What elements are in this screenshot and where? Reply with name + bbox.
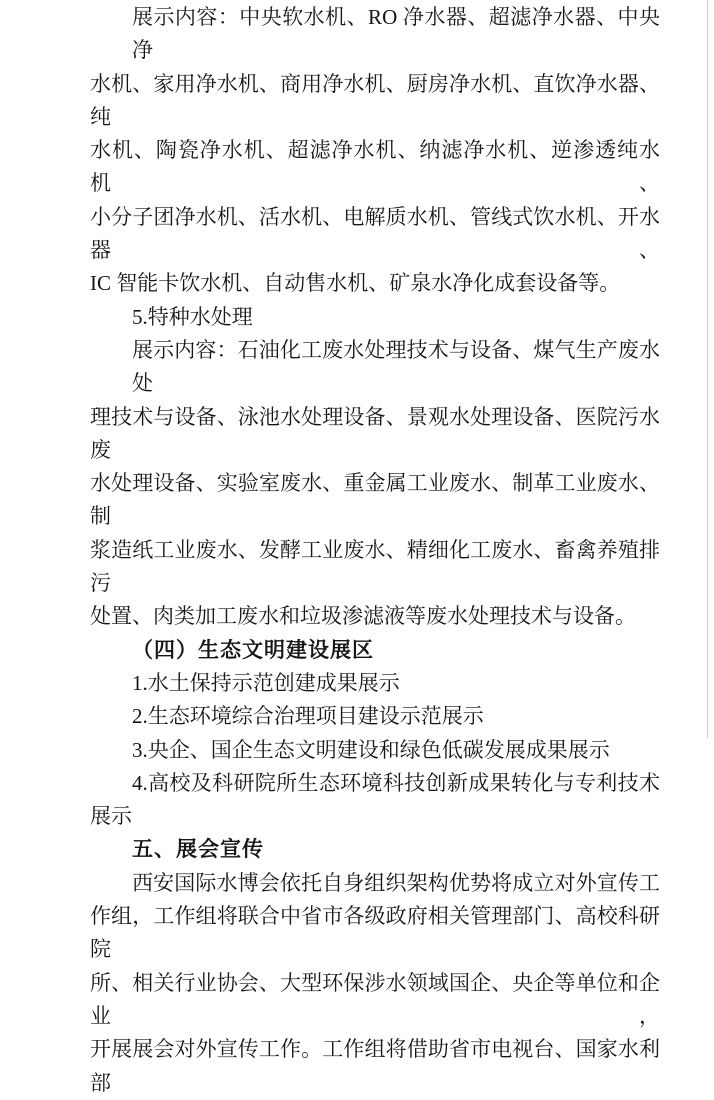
special-water-exhibit-content bbox=[90, 334, 660, 634]
eco-item-2 bbox=[90, 700, 660, 733]
text-line: 处置、肉类加工废水和垃圾渗滤液等废水处理技术与设备。 bbox=[90, 604, 636, 629]
item-5-special-water-treatment bbox=[90, 301, 660, 334]
eco-item-3 bbox=[90, 734, 660, 767]
text-line: 展示 bbox=[90, 804, 132, 829]
text-line: 浆造纸工业废水、发酵工业废水、精细化工废水、畜禽养殖排污 bbox=[90, 537, 660, 596]
text-line: 2.生态环境综合治理项目建设示范展示 bbox=[132, 704, 484, 729]
text-line: 水处理设备、实验室废水、重金属工业废水、制革工业废水、制 bbox=[90, 471, 660, 529]
text-line: 水机、家用净水机、商用净水机、厨房净水机、直饮净水器、纯 bbox=[90, 71, 660, 129]
page-edge-line bbox=[707, 0, 708, 738]
text-line: 作组，工作组将联合中省市各级政府相关管理部门、高校科研院 bbox=[90, 904, 660, 962]
text-line: 理技术与设备、泳池水处理设备、景观水处理设备、医院污水废 bbox=[90, 404, 660, 462]
text-block bbox=[90, 1, 660, 1100]
heading-section-5-expo-publicity bbox=[90, 833, 660, 866]
text-line: IC 智能卡饮水机、自动售水机、矿泉水净化成套设备等。 bbox=[90, 271, 621, 296]
expo-publicity-paragraph bbox=[90, 867, 660, 1100]
text-line: 开展展会对外宣传工作。工作组将借助省市电视台、国家水利部 bbox=[90, 1037, 660, 1095]
text-line: 所、相关行业协会、大型环保涉水领域国企、央企等单位和企业， bbox=[90, 970, 660, 1028]
text-line: 水机、陶瓷净水机、超滤净水机、纳滤净水机、逆渗透纯水机、 bbox=[90, 138, 660, 196]
text-line: 3.央企、国企生态文明建设和绿色低碳发展成果展示 bbox=[132, 737, 610, 762]
eco-item-1 bbox=[90, 667, 660, 700]
text-line: 小分子团净水机、活水机、电解质水机、管线式饮水机、开水器、 bbox=[90, 204, 660, 263]
water-purifier-exhibit-content bbox=[90, 1, 660, 301]
text-line: 五、展会宣传 bbox=[132, 838, 264, 862]
text-line: 展示内容：中央软水机、RO 净水器、超滤净水器、中央净 bbox=[132, 5, 660, 63]
text-line: 5.特种水处理 bbox=[132, 304, 253, 329]
eco-item-4 bbox=[90, 767, 660, 834]
heading-section-4-eco-civilization-zone bbox=[90, 634, 660, 667]
text-line: 展示内容：石油化工废水处理技术与设备、煤气生产废水处 bbox=[132, 337, 660, 396]
text-line: 西安国际水博会依托自身组织架构优势将成立对外宣传工 bbox=[132, 870, 660, 895]
text-line: 1.水土保持示范创建成果展示 bbox=[132, 670, 400, 695]
text-line: 4.高校及科研院所生态环境科技创新成果转化与专利技术 bbox=[132, 770, 660, 795]
text-line: （四）生态文明建设展区 bbox=[132, 637, 374, 662]
